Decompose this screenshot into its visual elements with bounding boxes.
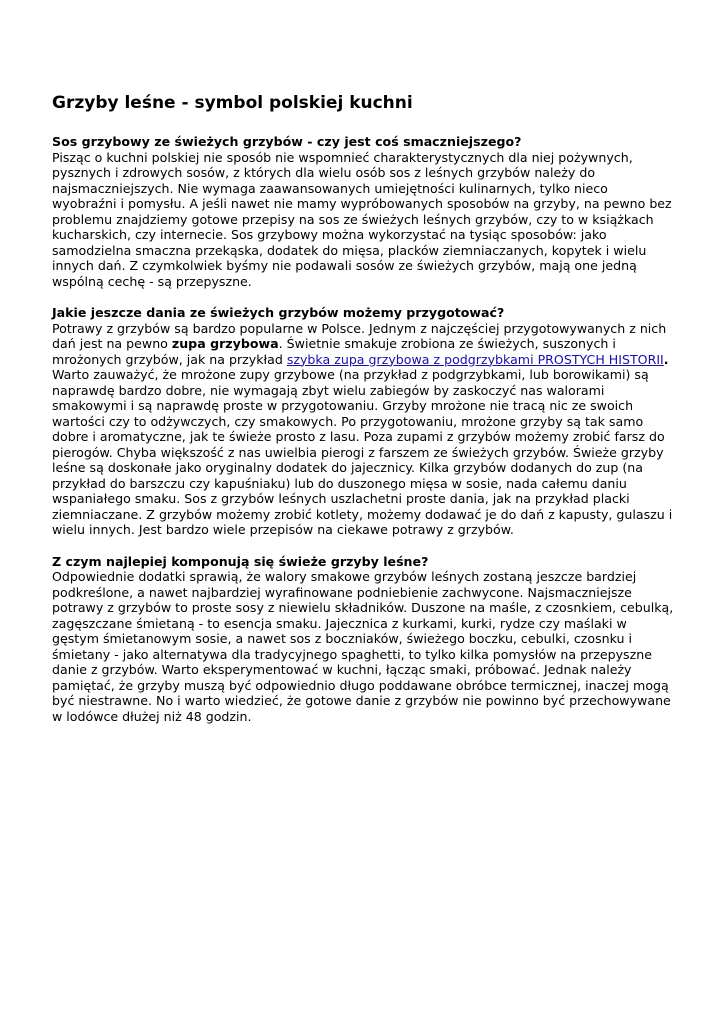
- document-page: [52, 93, 676, 740]
- section-sauce: [52, 134, 676, 289]
- page-title: Grzyby leśne - symbol polskiej kuchni: [52, 93, 413, 113]
- section-heading: Z czym najlepiej komponują się świeże grzyby leśne?: [52, 553, 429, 569]
- body-text: Warto zauważyć, że mrożone zupy grzybowe (na przykład z podgrzybkami, lub borowikami) są naprawdę bardzo dobre, nie wymagają zbyt wielu zabiegów by zaskoczyć nas walorami smakowymi i są naprawdę proste w przygotowaniu. Grzyby mrożone nie tracą nic ze swoich wartości czy to odżywczych, czy smakowych. Po przygotowaniu, mrożone grzyby są tak samo dobre i aromatyczne, jak te świeże prosto z lasu. Poza zupami z grzybów możemy zrobić farsz do pierogów. Chyba większość z nas uwielbia pierogi z farszem ze świeżych grzybów. Świeże grzyby leśne są doskonałe jako oryginalny dodatek do jajecznicy. Kilka grzybów dodanych do zup (na przykład do barszczu czy kapuśniaku) lub do duszonego mięsa w sosie, nada całemu daniu wspaniałego smaku. Sos z grzybów leśnych uszlachetni proste dania, jak na przykład placki ziemniaczane. Z grzybów możemy zrobić kotlety, możemy dodawać je do dań z kapusty, gulaszu i wielu innych. Jest bardzo wiele przepisów na ciekawe potrawy z grzybów.: [52, 367, 673, 537]
- bold-text: zupa grzybowa: [171, 336, 279, 351]
- bold-text: .: [663, 351, 669, 367]
- section-body: Odpowiednie dodatki sprawią, że walory smakowe grzybów leśnych zostaną jeszcze bardziej podkreślone, a nawet najbardziej wyrafinowane podniebienie zachwycone. Najsmaczniejsze potrawy z grzybów to proste sosy z niewielu składników. Duszone na maśle, z czosnkiem, cebulką, zagęszczane śmietaną - to esencja smaku. Jajecznica z kurkami, kurki, rydze czy maślaki w gęstym śmietanowym sosie, a nawet sos z boczniaków, świeżego boczku, cebulki, czosnku i śmietany - jako alternatywa dla tradycyjnego spaghetti, to tylko kilka pomysłów na przepyszne danie z grzybów. Warto eksperymentować w kuchni, łącząc smaki, próbować. Jednak należy pamiętać, że grzyby muszą być odpowiednio długo poddawane obróbce termicznej, inaczej mogą być niestrawne. No i warto wiedzieć, że gotowe danie z grzybów nie powinno być przechowywane w lodówce dłużej niż 48 godzin.: [52, 569, 674, 724]
- body-text: . Świetnie smakuje zrobiona ze świeżych, suszonych i mrożonych grzybów, jak na przykład: [52, 336, 616, 367]
- section-body: [52, 321, 676, 538]
- section-heading: Sos grzybowy ze świeżych grzybów - czy jest coś smaczniejszego?: [52, 134, 522, 149]
- section-dishes: [52, 305, 676, 538]
- body-text: Potrawy z grzybów są bardzo popularne w Polsce. Jednym z najczęściej przygotowywanych z nich dań jest na pewno: [52, 320, 667, 351]
- recipe-link[interactable]: szybka zupa grzybowa z podgrzybkami PROSTYCH HISTORII: [286, 351, 664, 367]
- section-body: Pisząc o kuchni polskiej nie sposób nie wspomnieć charakterystycznych dla niej pożywnych, pysznych i zdrowych sosów, z których dla wielu osób sos z leśnych grzybów należy do najsmaczniejszych. Nie wymaga zaawansowanych umiejętności kulinarnych, tylko nieco wyobraźni i pomysłu. A jeśli nawet nie mamy wypróbowanych sposobów na grzyby, na pewno bez problemu znajdziemy gotowe przepisy na sos ze świeżych leśnych grzybów, czy to w książkach kucharskich, czy internecie. Sos grzybowy można wykorzystać na tysiąc sposobów: jako samodzielna smaczna przekąska, dodatek do mięsa, placków ziemniaczanych, kopytek i wielu innych dań. Z czymkolwiek byśmy nie podawali sosów ze świeżych grzybów, mają one jedną wspólną cechę - są przepyszne.: [52, 149, 672, 289]
- section-heading: Jakie jeszcze dania ze świeżych grzybów możemy przygotować?: [52, 305, 505, 320]
- section-pairings: [52, 554, 676, 725]
